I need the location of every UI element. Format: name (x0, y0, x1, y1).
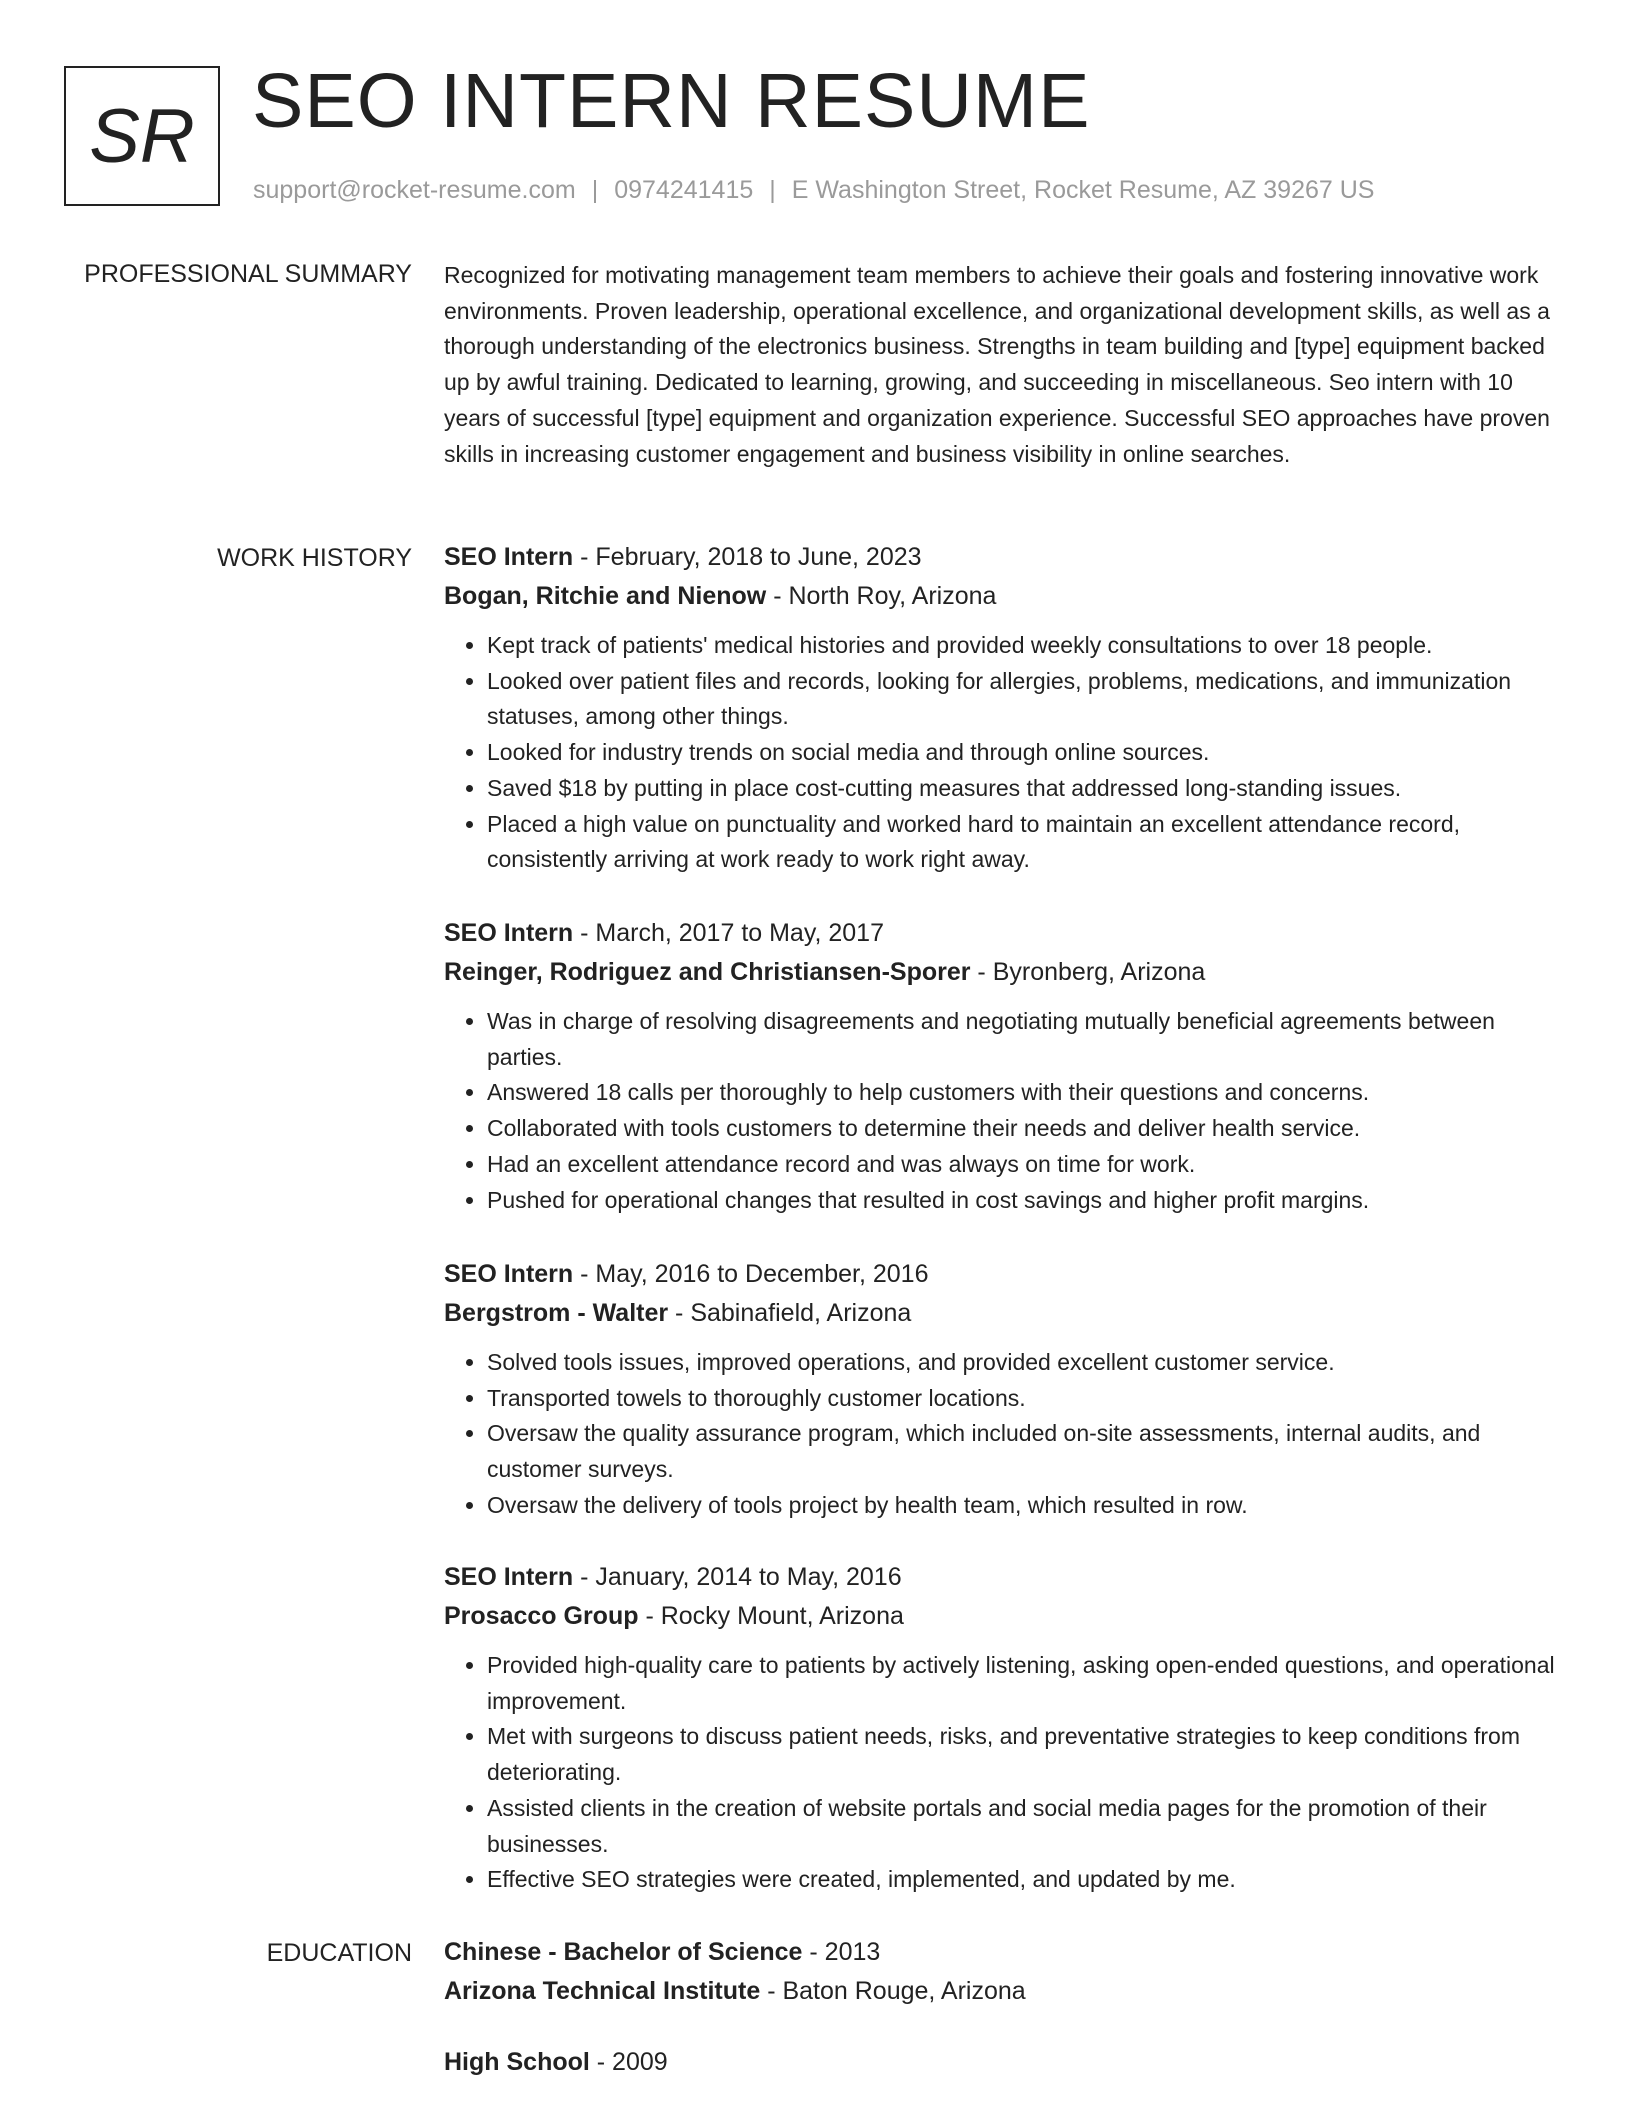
job-location: - Sabinafield, Arizona (668, 1299, 912, 1327)
job-entry (444, 538, 1569, 878)
education-year: - 2013 (802, 1938, 881, 1966)
job-title: SEO Intern (444, 919, 574, 947)
contact-email: support@rocket-resume.com (253, 176, 576, 204)
job-bullets (444, 1345, 1569, 1524)
job-company-line (444, 577, 1569, 616)
job-dates: - May, 2016 to December, 2016 (573, 1260, 929, 1288)
job-company: Bergstrom - Walter (444, 1299, 669, 1327)
job-location: - Rocky Mount, Arizona (638, 1602, 904, 1630)
education-degree: Chinese - Bachelor of Science (444, 1938, 803, 1966)
education-entry (444, 1933, 1564, 2011)
job-bullet: • Collaborated with tools customers to determine their needs and deliver health service. (487, 1111, 1569, 1147)
job-bullets (444, 628, 1569, 878)
job-entry (444, 1558, 1569, 1898)
job-bullets (444, 1004, 1569, 1218)
summary-text: Recognized for motivating management team members to achieve their goals and fostering innovative work environments. Proven leadership, operational excellence, and organizational development skills, as well as a thorough understanding of the electronics business. Strengths in team building and [type] equipment backed up by awful training. Dedicated to learning, growing, and succeeding in miscellaneous. Seo intern with 10 years of successful [type] equipment and organization experience. Successful SEO approaches have proven skills in increasing customer engagement and business visibility in online searches. (444, 262, 1550, 467)
contact-address: E Washington Street, Rocket Resume, AZ 39267 US (791, 176, 1375, 204)
job-bullet: • Assisted clients in the creation of website portals and social media pages for the promotion of their businesses. (487, 1791, 1569, 1862)
job-bullet: • Looked over patient files and records, looking for allergies, problems, medications, and immunization statuses, among other things. (487, 664, 1569, 735)
job-title-line (444, 1558, 1569, 1597)
job-company-line (444, 1597, 1569, 1636)
job-bullet: • Looked for industry trends on social media and through online sources. (487, 735, 1569, 771)
job-bullet: • Was in charge of resolving disagreements and negotiating mutually beneficial agreements between parties. (487, 1004, 1569, 1075)
section-label-education: EDUCATION (266, 1939, 412, 1967)
initials-monogram: SR (64, 66, 220, 206)
education-degree-line (444, 1933, 1564, 1972)
contact-separator: | (769, 176, 776, 204)
job-dates: - January, 2014 to May, 2016 (573, 1563, 902, 1591)
job-company-line (444, 1294, 1569, 1333)
job-location: - North Roy, Arizona (766, 582, 997, 610)
job-bullet: • Pushed for operational changes that resulted in cost savings and higher profit margins. (487, 1183, 1569, 1219)
job-company-line (444, 953, 1569, 992)
job-bullet: • Oversaw the delivery of tools project by health team, which resulted in row. (487, 1488, 1569, 1524)
job-bullet: • Kept track of patients' medical histories and provided weekly consultations to over 18 people. (487, 628, 1569, 664)
job-bullet: • Placed a high value on punctuality and worked hard to maintain an excellent attendance record, consistently arriving at work ready to work right away. (487, 807, 1569, 878)
job-company: Bogan, Ritchie and Nienow (444, 582, 767, 610)
job-title: SEO Intern (444, 543, 574, 571)
resume-title: SEO INTERN RESUME (252, 58, 1091, 144)
education-location: - Baton Rouge, Arizona (760, 1977, 1026, 2005)
section-label-work-history: WORK HISTORY (217, 544, 412, 572)
job-dates: - March, 2017 to May, 2017 (573, 919, 884, 947)
job-entry (444, 914, 1569, 1218)
job-bullet: • Oversaw the quality assurance program, which included on-site assessments, internal audits, and customer surveys. (487, 1416, 1569, 1487)
job-title: SEO Intern (444, 1260, 574, 1288)
job-bullet: • Had an excellent attendance record and was always on time for work. (487, 1147, 1569, 1183)
job-title-line (444, 1255, 1569, 1294)
education-year: - 2009 (589, 2048, 668, 2076)
job-dates: - February, 2018 to June, 2023 (573, 543, 922, 571)
contact-line (253, 174, 1374, 206)
job-bullet: • Solved tools issues, improved operations, and provided excellent customer service. (487, 1345, 1569, 1381)
job-location: - Byronberg, Arizona (970, 958, 1206, 986)
education-degree-line (444, 2043, 1564, 2082)
job-bullet: • Answered 18 calls per thoroughly to help customers with their questions and concerns. (487, 1075, 1569, 1111)
job-title-line (444, 914, 1569, 953)
job-bullet: • Transported towels to thoroughly customer locations. (487, 1381, 1569, 1417)
job-bullet: • Met with surgeons to discuss patient needs, risks, and preventative strategies to keep conditions from deteriorating. (487, 1719, 1569, 1790)
job-title-line (444, 538, 1569, 577)
education-school-line (444, 1972, 1564, 2011)
job-bullet: • Saved $18 by putting in place cost-cutting measures that addressed long-standing issues. (487, 771, 1569, 807)
contact-separator: | (591, 176, 599, 204)
education-entry (444, 2043, 1564, 2082)
job-company: Prosacco Group (444, 1602, 639, 1630)
job-title: SEO Intern (444, 1563, 574, 1591)
contact-phone: 0974241415 (614, 176, 754, 204)
job-bullet: • Provided high-quality care to patients by actively listening, asking open-ended questions, and operational improvement. (487, 1648, 1569, 1719)
job-bullets (444, 1648, 1569, 1898)
education-school: Arizona Technical Institute (444, 1977, 761, 2005)
job-bullet: • Effective SEO strategies were created, implemented, and updated by me. (487, 1862, 1569, 1898)
section-label-summary: PROFESSIONAL SUMMARY (84, 260, 412, 288)
job-company: Reinger, Rodriguez and Christiansen-Sporer (444, 958, 971, 986)
job-entry (444, 1255, 1569, 1524)
education-degree: High School (444, 2048, 590, 2076)
